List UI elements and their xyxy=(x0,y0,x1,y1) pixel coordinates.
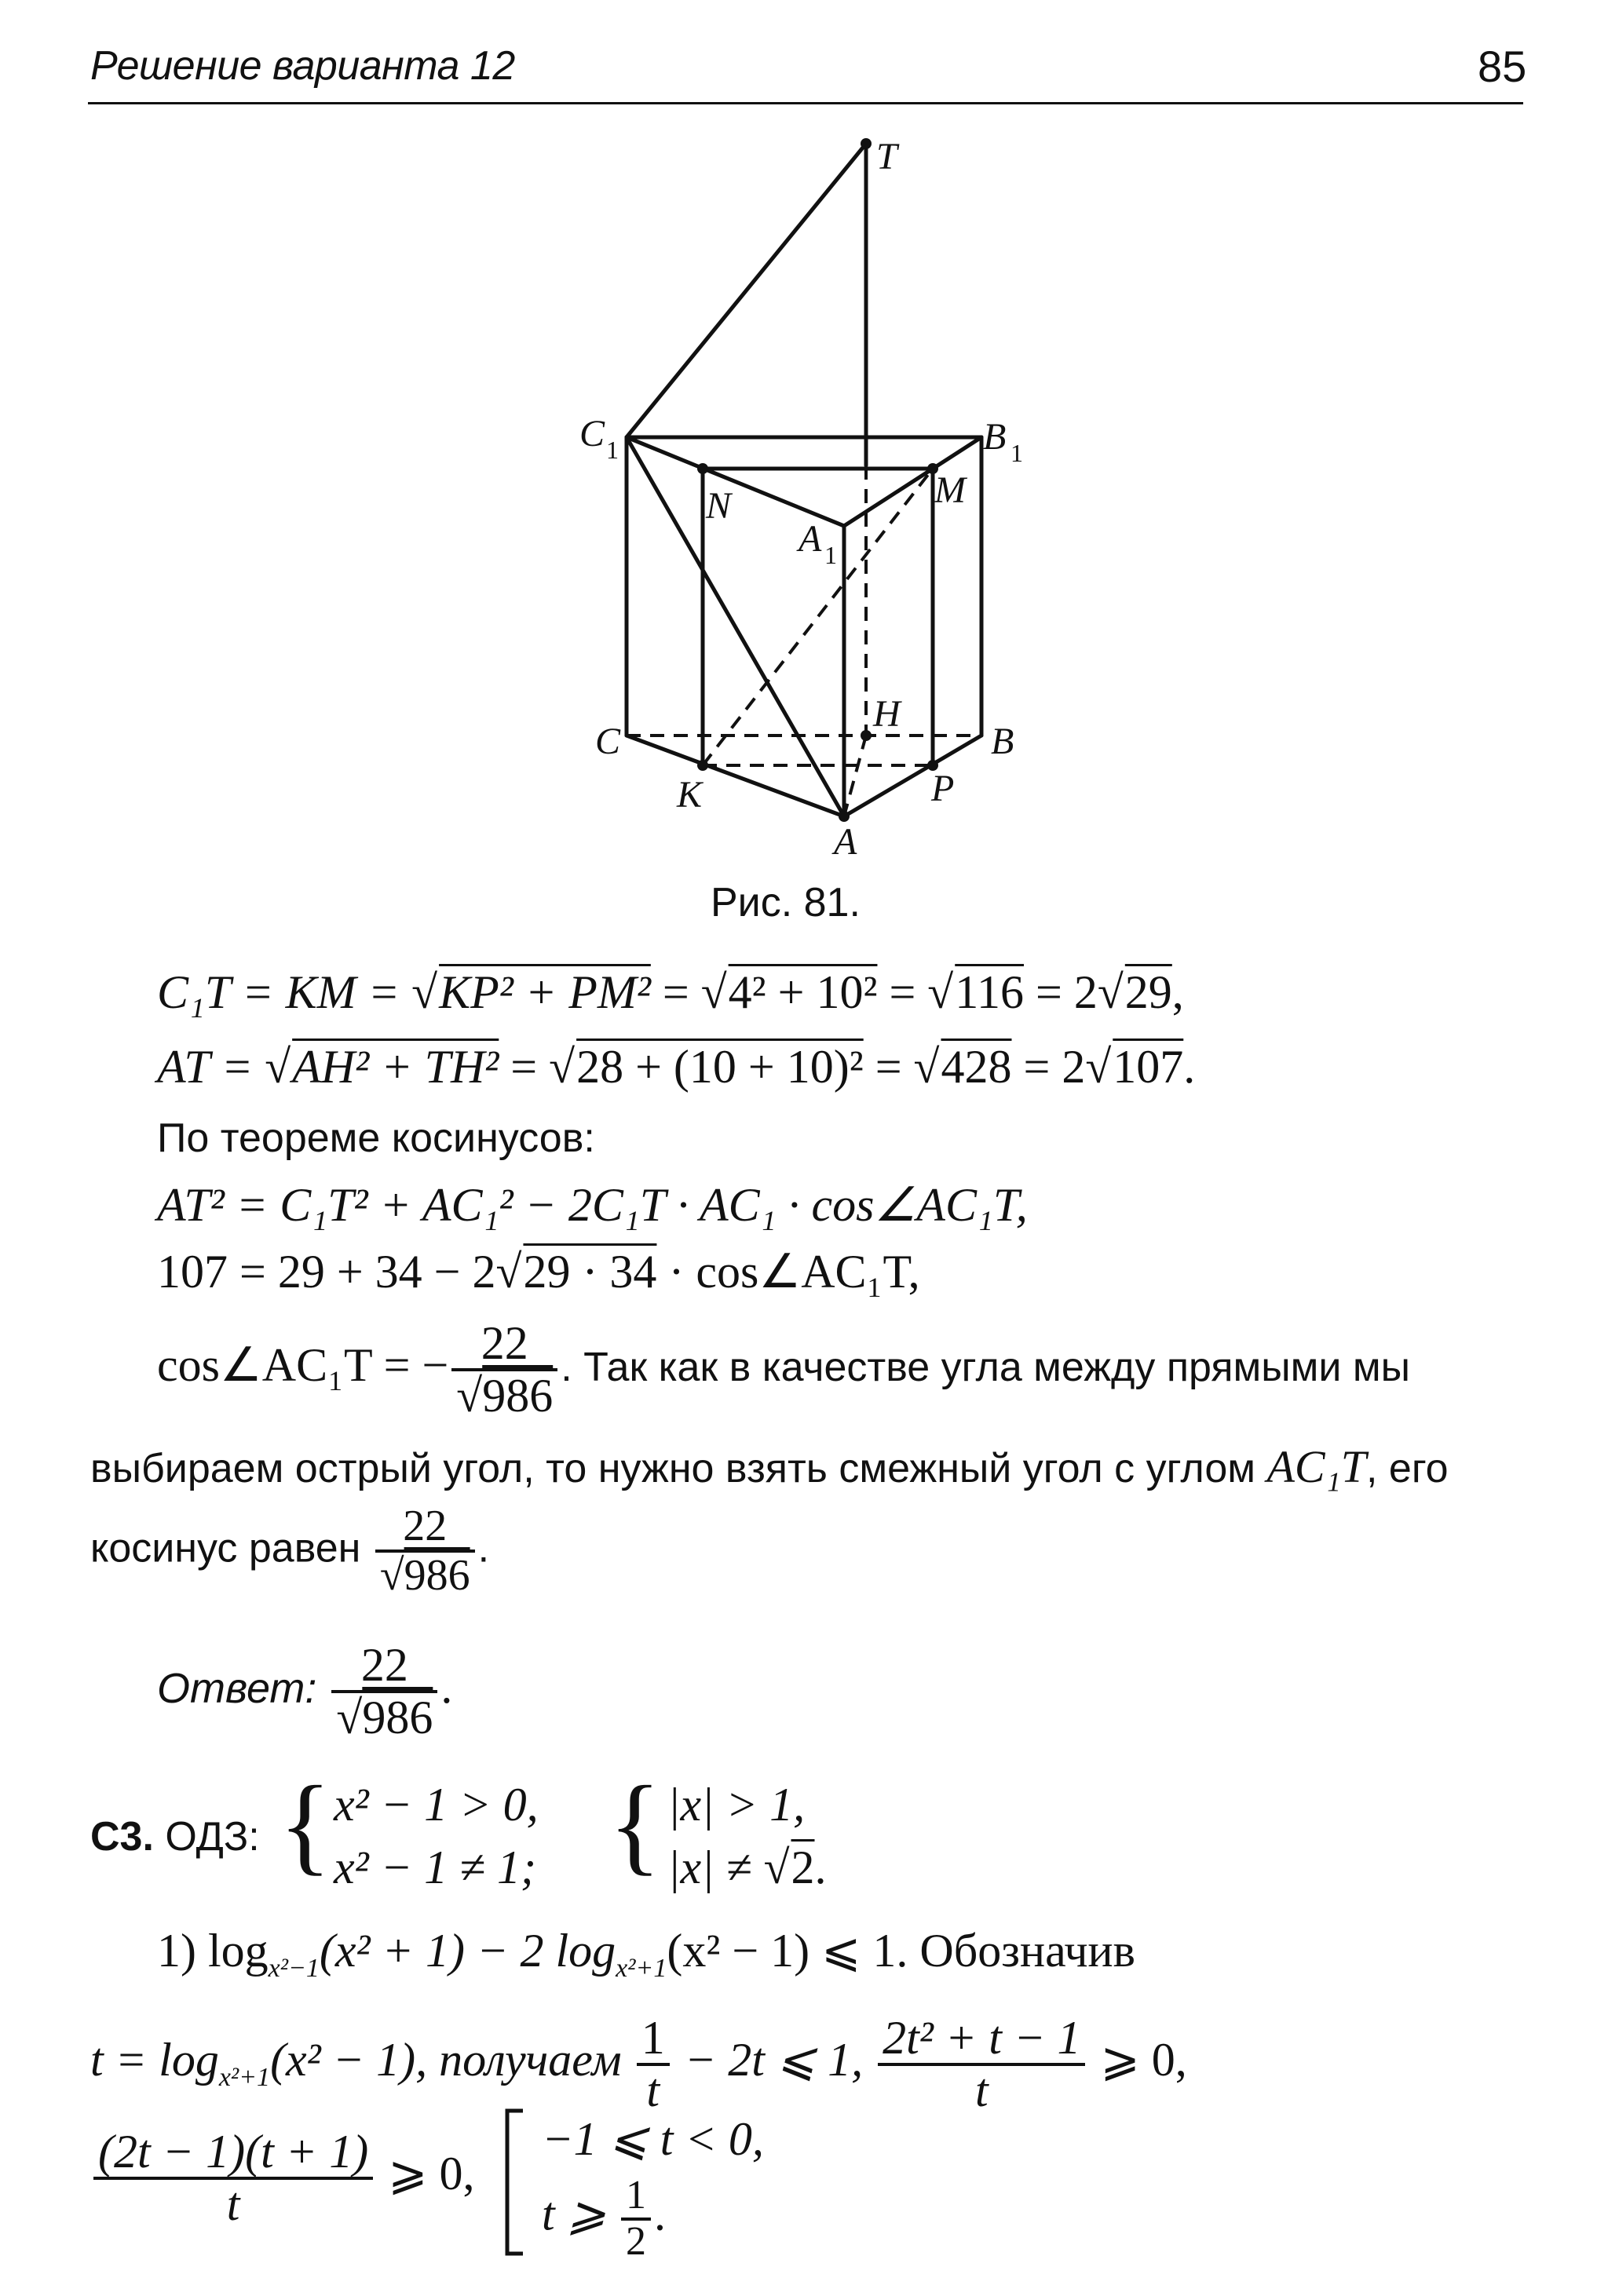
label-C: C xyxy=(595,721,621,762)
label-K: K xyxy=(677,774,703,816)
label-H: H xyxy=(873,693,901,735)
system-brace-2: { xyxy=(608,1764,662,1885)
cos-result-line: cos∠AC₁T = − $\frac{22}{√986}$ . Так как в качестве угла между прямыми мы xyxy=(157,1317,1410,1422)
system-2-row-2: |x| ≠ √2. xyxy=(667,1842,827,1893)
prism-figure xyxy=(550,126,1060,871)
system-1-row-1: x² − 1 > 0, xyxy=(334,1779,539,1831)
point-K xyxy=(697,760,708,771)
edge-C1-T xyxy=(627,144,866,437)
case-2: t ⩾ $\frac{1}{2}$ . xyxy=(542,2173,666,2264)
edge-C1-A1 xyxy=(627,437,844,526)
case-1: −1 ⩽ t < 0, xyxy=(542,2113,764,2165)
point-N xyxy=(697,463,708,474)
cosine-theorem-heading: По теореме косинусов: xyxy=(157,1115,595,1161)
step-2-line: $t = \log_{x^2+1}(x^2 - 1)$, получаем $\frac{1}{t}$ − 2t ⩽ 1, $\frac{\text{2t² + t − 1}}{t}$ ⩾ 0, xyxy=(90,2012,1187,2116)
label-A1: A xyxy=(799,518,822,560)
step-3-line: $\frac{(2t - 1)(t + 1)}{t}$ ⩾ 0, xyxy=(90,2127,475,2229)
page-number: 85 xyxy=(1478,42,1527,91)
label-A1-sub: 1 xyxy=(824,541,837,569)
point-H xyxy=(861,730,872,741)
running-header-title: Решение варианта 12 xyxy=(90,43,515,89)
label-A: A xyxy=(834,821,857,863)
label-P: P xyxy=(931,768,955,809)
point-T xyxy=(861,138,872,149)
label-B1: B xyxy=(983,416,1007,458)
system-brace-1: { xyxy=(279,1764,332,1885)
problem-c3-label: С3. ОДЗ: xyxy=(90,1814,260,1860)
equation-cosine-law: AT² = C₁T² + AC₁² − 2C₁T · AC₁ · cos∠AC₁T, xyxy=(157,1179,1028,1231)
label-C1-sub: 1 xyxy=(606,436,619,464)
label-M: M xyxy=(934,469,966,511)
step-1-line: 1) $\log_{x^2-1}(x^2 + 1) - 2$ $\log_{x^2+1}(x^2 - 1)$ ⩽ 1. Обозначив xyxy=(157,1925,1135,1983)
answer-line: Ответ: $\frac{22}{√986}$ . xyxy=(157,1639,453,1743)
equation-numeric: 107 = 29 + 34 − 2√29 · 34 · cos∠AC₁T, xyxy=(157,1246,920,1298)
label-C1: C xyxy=(579,413,605,454)
label-N: N xyxy=(706,485,732,527)
formula-at: AT = √AH² + TH² = √28 + (10 + 10)² = √428 = 2√107. xyxy=(157,1041,1196,1093)
system-1-row-2: x² − 1 ≠ 1; xyxy=(334,1842,537,1893)
formula-c1t: C₁T = KM = √KP² + PM² = √4² + 10² = √116 = 2√29, xyxy=(157,966,1184,1018)
system-2-row-1: |x| > 1, xyxy=(667,1779,806,1831)
figure-caption: Рис. 81. xyxy=(711,880,861,925)
label-B: B xyxy=(991,721,1014,762)
cases-bracket xyxy=(502,2108,526,2257)
edge-C-A xyxy=(627,736,844,816)
paragraph-line-3: косинус равен $\frac{22}{√986}$ . xyxy=(90,1502,490,1600)
paragraph-line-2: выбираем острый угол, то нужно взять смежный угол с углом AC₁T, его xyxy=(90,1441,1449,1492)
edge-A-B xyxy=(844,736,981,816)
header-rule xyxy=(88,102,1523,104)
label-T: T xyxy=(876,136,897,177)
point-A xyxy=(839,811,850,822)
label-B1-sub: 1 xyxy=(1010,439,1023,467)
